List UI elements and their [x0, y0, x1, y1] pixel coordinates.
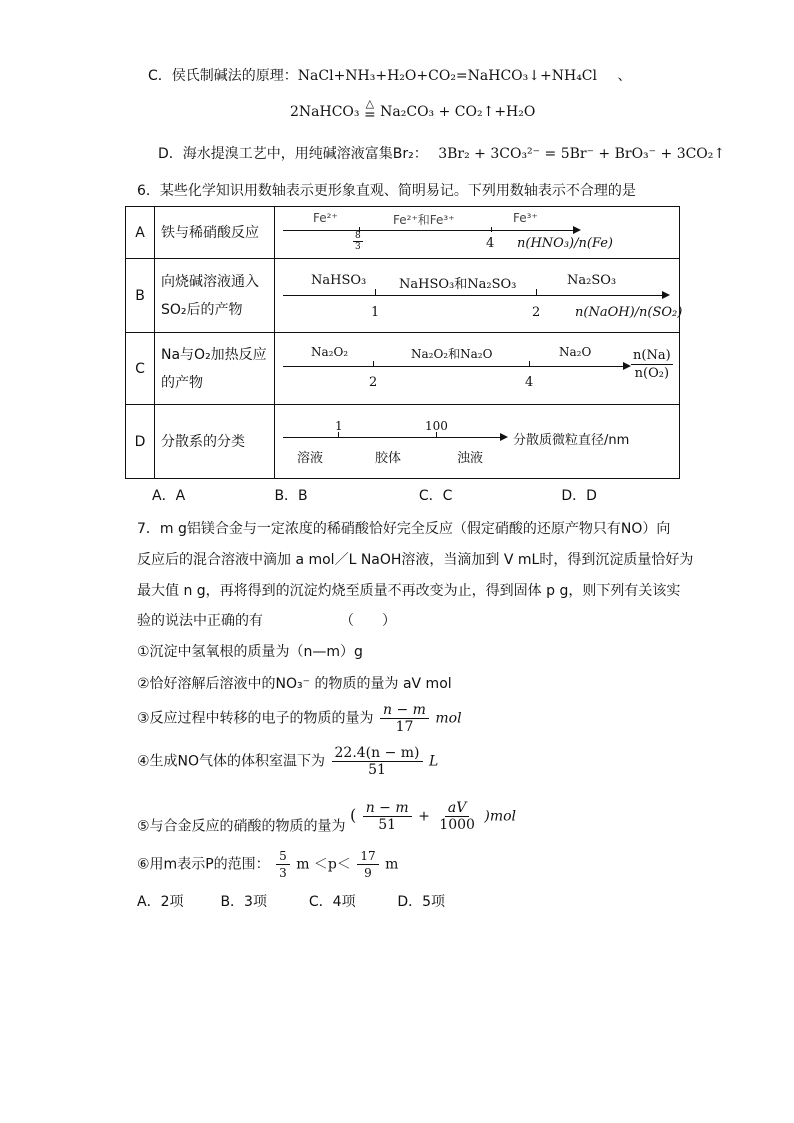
- number-line-a: [275, 207, 680, 259]
- region-label: NaHSO₃: [311, 273, 367, 288]
- row-description: Na与O₂加热反应的产物: [155, 333, 275, 405]
- fraction: [363, 800, 412, 833]
- q7-statement-4: [137, 745, 438, 778]
- q7-option-c[interactable]: C．4项: [308, 894, 356, 910]
- denominator: 17: [395, 719, 414, 735]
- region-label: NaHSO₃和Na₂SO₃: [399, 277, 517, 292]
- region-label: Fe²⁺: [313, 211, 338, 225]
- region-label: Na₂O: [559, 345, 592, 359]
- tick-label: 4: [525, 375, 534, 390]
- plus-sign: +: [418, 808, 430, 825]
- q7-options: [137, 893, 445, 911]
- axis-tick: [536, 289, 537, 295]
- axis-label-fraction: [631, 347, 673, 382]
- q7-s6-end: m: [385, 856, 399, 873]
- q7-stem-line: 验的说法中正确的有 （ ）: [137, 613, 396, 629]
- close-paren-unit: )mol: [484, 808, 517, 825]
- axis-tick: [375, 289, 376, 295]
- numerator: 17: [357, 848, 378, 865]
- q6-option-d[interactable]: D．D: [561, 488, 597, 504]
- denominator: 51: [378, 817, 397, 833]
- open-paren: (: [350, 805, 357, 825]
- row-letter: C: [126, 333, 155, 405]
- q6-stem: 6．某些化学知识用数轴表示更形象直观、简明易记。下列用数轴表示不合理的是: [137, 183, 636, 199]
- axis-line: [283, 230, 573, 231]
- q7-statement-3: [137, 702, 462, 735]
- q5-c-separator: 、: [617, 68, 632, 84]
- q7-option-b[interactable]: B．3项: [220, 894, 267, 910]
- arrow-right-icon: [573, 226, 581, 234]
- q7-stem-line: 反应后的混合溶液中滴加 a mol／L NaOH溶液，当滴加到 V mL时，得到沉淀质量恰好为: [137, 552, 694, 568]
- axis-tick: [529, 361, 530, 366]
- heat-triangle-icon: △: [365, 97, 375, 110]
- q7-statement-2: ②恰好溶解后溶液中的NO₃⁻ 的物质的量为 aV mol: [137, 676, 452, 692]
- q5-c-eq2-left: 2NaHCO₃: [290, 104, 360, 120]
- q7-statement-6: [137, 848, 398, 881]
- denominator: 1000: [439, 817, 475, 833]
- arrow-right-icon: [500, 433, 508, 441]
- axis-label: 分散质微粒直径/nm: [513, 433, 630, 448]
- region-label: 浊液: [457, 451, 484, 466]
- tick-denominator: 3: [355, 242, 361, 252]
- region-label: Fe²⁺和Fe³⁺: [393, 213, 455, 227]
- q5-c-equation-2: [290, 98, 535, 121]
- tick-label: 4: [486, 236, 495, 251]
- table-row: [126, 259, 680, 333]
- fraction: [357, 848, 378, 881]
- q7-option-d[interactable]: D．5项: [397, 894, 446, 910]
- table-row: [126, 333, 680, 405]
- q6-options: [152, 487, 597, 505]
- row-description: 向烧碱溶液通入SO₂后的产物: [155, 259, 275, 333]
- q6-option-c[interactable]: C．C: [418, 488, 453, 504]
- axis-tick: [338, 432, 339, 437]
- unit: mol: [435, 710, 462, 727]
- q7-option-a[interactable]: A．2项: [137, 894, 184, 910]
- region-label: Na₂O₂: [311, 345, 349, 359]
- q5-option-c: [148, 67, 631, 85]
- numerator: aV: [445, 800, 469, 817]
- fraction: [380, 702, 429, 735]
- denominator: 3: [279, 866, 287, 880]
- number-line-b: [275, 259, 683, 333]
- tick-label-eight-thirds: [353, 231, 363, 252]
- tick-label: 100: [425, 419, 448, 433]
- region-label: Na₂SO₃: [567, 273, 617, 288]
- q7-s4-text: ④生成NO气体的体积室温下为: [137, 753, 326, 770]
- denominator: 51: [368, 762, 386, 778]
- number-line-c: [275, 333, 680, 405]
- tick-label: 2: [532, 305, 541, 320]
- axis-tick: [436, 432, 437, 437]
- region-label: Na₂O₂和Na₂O: [411, 347, 493, 361]
- table-row: [126, 405, 680, 479]
- numerator: 22.4(n − m): [332, 745, 423, 762]
- axis-numerator: n(Na): [633, 348, 671, 363]
- q7-s6-middle: m ＜p＜: [296, 856, 351, 873]
- numerator: n − m: [363, 800, 412, 817]
- q7-statement-5: [137, 800, 516, 836]
- q7-s5-text: ⑤与合金反应的硝酸的物质的量为: [137, 818, 346, 835]
- fraction: [276, 848, 290, 881]
- axis-line: [283, 366, 625, 367]
- arrow-right-icon: [623, 362, 631, 370]
- q5-c-eq2-condition: [364, 98, 376, 121]
- tick-label: 1: [335, 419, 343, 433]
- q7-stem-line: 最大值 n g，再将得到的沉淀灼烧至质量不再改变为止，得到固体 p g，则下列有关该实: [137, 583, 681, 599]
- row-letter: D: [126, 405, 155, 479]
- q6-table: [125, 206, 683, 479]
- number-line-d: [275, 405, 680, 479]
- axis-label: n(HNO₃)/n(Fe): [517, 236, 613, 251]
- tick-numerator: 8: [355, 231, 361, 241]
- q7-stem-line: 7．m g铝镁合金与一定浓度的稀硝酸恰好完全反应（假定硝酸的还原产物只有NO）向: [137, 521, 671, 537]
- row-letter: A: [126, 207, 155, 259]
- q5-c-eq2-right: Na₂CO₃ + CO₂↑+H₂O: [380, 104, 536, 120]
- q6-option-b[interactable]: B．B: [274, 488, 308, 504]
- unit: L: [428, 753, 439, 770]
- axis-tick: [373, 361, 374, 366]
- axis-label: n(NaOH)/n(SO₂): [575, 305, 683, 320]
- arrow-right-icon: [662, 291, 670, 299]
- q6-option-a[interactable]: A．A: [152, 488, 186, 504]
- axis-tick: [491, 227, 492, 232]
- q7-s3-text: ③反应过程中转移的电子的物质的量为: [137, 710, 374, 727]
- axis-denominator: n(O₂): [634, 366, 670, 381]
- row-letter: B: [126, 259, 155, 333]
- numerator: 5: [276, 848, 290, 865]
- numerator: n − m: [380, 702, 429, 719]
- row-description: 分散系的分类: [155, 405, 275, 479]
- fraction: [436, 800, 478, 833]
- q5-option-d: [158, 145, 725, 163]
- q7-statement-1: ①沉淀中氢氧根的质量为（n—m）g: [137, 644, 363, 660]
- q5-c-label: C．侯氏制碱法的原理：: [148, 68, 298, 84]
- q5-d-label: D．海水提溴工艺中，用纯碱溶液富集Br₂：: [158, 146, 428, 162]
- region-label: 溶液: [297, 451, 324, 466]
- tick-label: 1: [371, 305, 380, 320]
- axis-line: [283, 437, 501, 438]
- q7-s6-text: ⑥用m表示P的范围：: [137, 856, 270, 873]
- equals-sign: =: [363, 107, 376, 123]
- denominator: 9: [364, 866, 372, 880]
- row-description: 铁与稀硝酸反应: [155, 207, 275, 259]
- fraction: [332, 745, 423, 778]
- region-label: 胶体: [375, 451, 402, 466]
- q5-d-equation: 3Br₂ + 3CO₃²⁻ = 5Br⁻ + BrO₃⁻ + 3CO₂↑: [438, 146, 726, 162]
- q5-c-equation-1: NaCl+NH₃+H₂O+CO₂=NaHCO₃↓+NH₄Cl: [297, 68, 597, 84]
- region-label: Fe³⁺: [513, 211, 538, 225]
- tick-label: 2: [369, 375, 378, 390]
- axis-line: [283, 295, 663, 296]
- table-row: [126, 207, 680, 259]
